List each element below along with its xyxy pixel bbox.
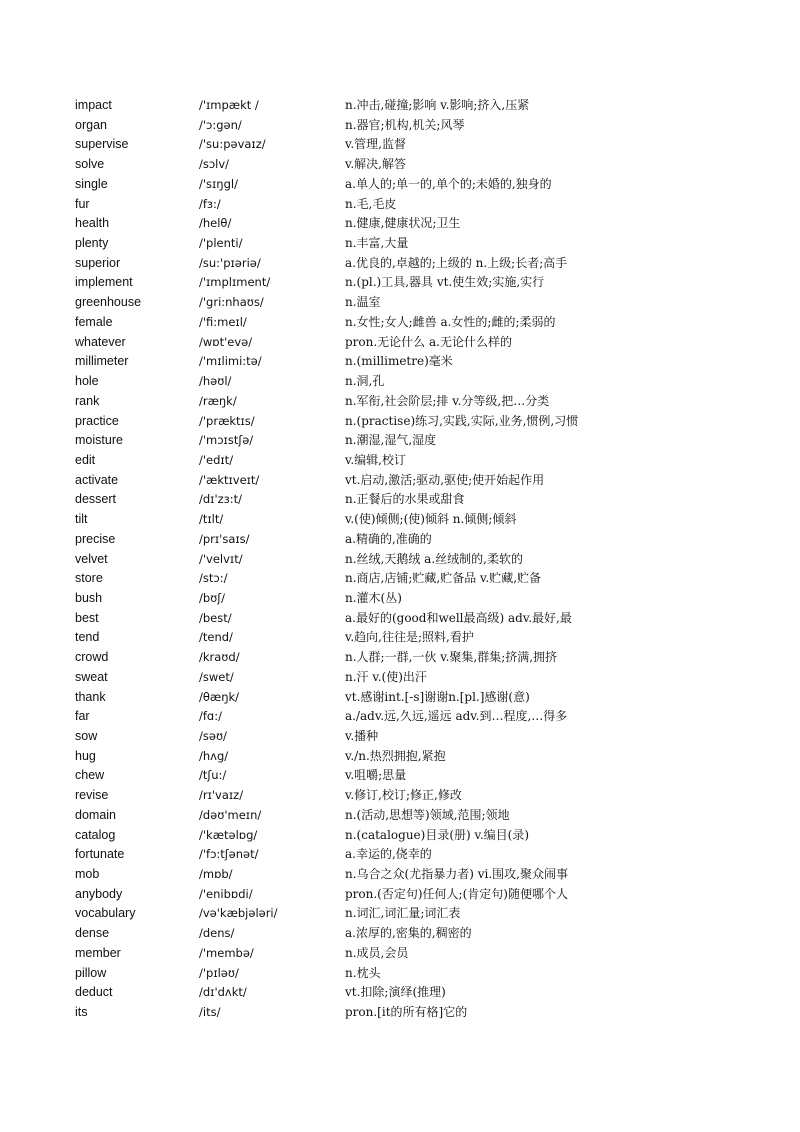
vocab-row [75,786,775,806]
vocab-definition: n.(catalogue)目录(册) v.编目(录) [345,827,530,842]
vocab-row [75,885,775,905]
vocab-row [75,135,775,155]
vocab-word: greenhouse [75,295,142,310]
vocab-phonetic: /'gri:nhaʊs/ [199,295,264,310]
vocab-definition: n.人群;一群,一伙 v.聚集,群集;挤满,拥挤 [345,650,558,665]
vocab-row [75,1003,775,1023]
vocab-row [75,845,775,865]
vocab-word: thank [75,689,106,704]
vocab-definition: n.正餐后的水果或甜食 [345,492,465,507]
vocab-word: chew [75,768,105,783]
vocab-word: moisture [75,433,123,448]
vocab-definition: v.编辑,校订 [345,452,406,467]
vocab-definition: a.优良的,卓越的;上级的 n.上级;长者;高手 [345,255,568,270]
vocab-definition: n.洞,孔 [345,374,385,389]
vocab-word: hole [75,374,99,389]
vocab-row [75,293,775,313]
vocab-phonetic: /θæŋk/ [199,689,240,704]
vocab-phonetic: /tɪlt/ [199,512,224,527]
vocab-phonetic: /helθ/ [199,216,232,231]
vocab-row [75,471,775,491]
vocab-definition: n.军衔,社会阶层;排 v.分等级,把…分类 [345,393,550,408]
vocab-phonetic: /'plenti/ [199,236,243,251]
vocab-phonetic: /dens/ [199,926,235,941]
vocab-row [75,550,775,570]
vocab-row [75,826,775,846]
vocab-definition: n.乌合之众(尤指暴力者) vi.围攻,聚众闹事 [345,867,568,882]
vocab-word: mob [75,867,100,882]
vocab-word: domain [75,807,116,822]
vocab-definition: pron.(否定句)任何人;(肯定句)随便哪个人 [345,886,568,901]
vocab-definition: v.咀嚼;思量 [345,768,407,783]
vocab-phonetic: /həʊl/ [199,374,232,389]
vocab-phonetic: /best/ [199,610,232,625]
vocab-word: best [75,610,99,625]
vocab-phonetic: /'mɪlimi:tə/ [199,354,262,369]
vocab-row [75,589,775,609]
vocab-definition: v.解决,解答 [345,157,406,172]
vocab-definition: n.女性;女人;雌兽 a.女性的;雌的;柔弱的 [345,314,556,329]
vocab-row [75,688,775,708]
vocab-row [75,569,775,589]
vocab-phonetic: /rɪ'vaɪz/ [199,788,244,803]
vocab-definition: n.丝绒,天鹅绒 a.丝绒制的,柔软的 [345,551,523,566]
vocab-definition: n.潮湿,湿气,湿度 [345,433,437,448]
vocab-row [75,175,775,195]
vocab-row [75,195,775,215]
vocab-phonetic: /tend/ [199,630,233,645]
vocab-phonetic: /bʊʃ/ [199,590,226,605]
vocab-word: impact [75,98,112,112]
vocab-word: bush [75,590,103,605]
vocab-word: velvet [75,551,108,566]
vocab-definition: a.幸运的,侥幸的 [345,847,432,862]
vocab-row [75,116,775,136]
vocab-row [75,944,775,964]
vocab-definition: n.(practise)练习,实践,实际,业务,惯例,习惯 [345,413,579,428]
vocab-word: tend [75,630,100,645]
vocab-word: implement [75,275,133,290]
vocab-definition: v.修订,校订;修正,修改 [345,788,462,803]
vocab-phonetic: /'æktɪveɪt/ [199,472,260,487]
vocab-definition: vt.感谢int.[-s]谢谢n.[pl.]感谢(意) [345,689,530,704]
vocab-definition: pron.无论什么 a.无论什么样的 [345,334,512,349]
vocab-definition: n.(活动,思想等)领域,范围;领地 [345,807,510,822]
vocab-row [75,924,775,944]
vocab-word: hug [75,748,96,763]
vocab-row [75,628,775,648]
vocab-word: anybody [75,886,123,901]
vocab-phonetic: /'kætəlɒg/ [199,827,258,842]
vocab-word: pillow [75,965,107,980]
vocab-row [75,155,775,175]
vocab-row [75,412,775,432]
vocab-word: precise [75,531,116,546]
vocab-row [75,983,775,1003]
vocab-definition: n.(pl.)工具,器具 vt.使生效;实施,实行 [345,275,545,290]
vocab-definition: v.(使)倾侧;(使)倾斜 n.倾侧;倾斜 [345,512,517,527]
vocab-word: whatever [75,334,126,349]
vocab-word: fur [75,196,90,211]
vocab-phonetic: /ræŋk/ [199,393,237,408]
vocab-row [75,609,775,629]
vocab-row [75,490,775,510]
vocab-phonetic: /wɒt'evə/ [199,334,253,349]
vocab-definition: n.(millimetre)毫米 [345,354,453,369]
vocab-definition: pron.[it的所有格]它的 [345,1005,468,1020]
vocab-phonetic: /'su:pəvaɪz/ [199,137,266,152]
vocab-phonetic: /'ɪmpækt / [199,98,259,112]
vocab-row [75,214,775,234]
vocab-definition: vt.扣除;演绎(推理) [345,985,446,1000]
vocab-row [75,234,775,254]
vocab-phonetic: /prɪ'saɪs/ [199,531,250,546]
vocab-definition: n.温室 [345,295,381,310]
vocab-phonetic: /'ɪmplɪment/ [199,275,271,290]
vocab-word: plenty [75,236,109,251]
vocab-definition: n.商店,店铺;贮藏,贮备品 v.贮藏,贮备 [345,571,542,586]
vocab-phonetic: /və'kæbjələri/ [199,906,278,921]
vocab-definition: n.毛,毛皮 [345,196,397,211]
vocab-word: single [75,176,108,191]
vocab-definition: a.精确的,准确的 [345,531,432,546]
vocab-phonetic: /səʊ/ [199,729,227,743]
vocab-phonetic: /its/ [199,1005,221,1020]
vocab-phonetic: /'mɔɪstʃə/ [199,433,254,448]
vocab-definition: n.枕头 [345,965,381,980]
vocab-phonetic: /'præktɪs/ [199,413,255,428]
vocab-word: dense [75,926,110,941]
vocab-row [75,254,775,274]
vocab-word: deduct [75,985,113,1000]
vocab-word: member [75,945,121,960]
vocab-phonetic: /mɒb/ [199,867,233,882]
vocab-definition: v.管理,监督 [345,137,406,152]
vocab-word: superior [75,255,121,270]
vocab-phonetic: /hʌg/ [199,748,229,763]
vocab-definition: n.词汇,词汇量;词汇表 [345,906,461,921]
vocab-row [75,510,775,530]
vocab-row [75,392,775,412]
vocab-phonetic: /'pɪləʊ/ [199,965,239,980]
vocab-word: crowd [75,650,109,665]
vocab-phonetic: /'sɪŋgl/ [199,176,238,191]
vocab-row [75,451,775,471]
vocab-definition: n.健康,健康状况;卫生 [345,216,461,231]
vocab-definition: n.冲击,碰撞;影响 v.影响;挤入,压紧 [345,98,530,112]
vocab-phonetic: /fɑ:/ [199,709,222,724]
vocab-row [75,273,775,293]
vocab-row [75,964,775,984]
vocab-definition: a.最好的(good和well最高级) adv.最好,最 [345,610,572,625]
vocab-row [75,352,775,372]
vocab-phonetic: /tʃu:/ [199,768,227,783]
vocab-definition: n.汗 v.(使)出汗 [345,669,427,684]
vocab-definition: v.播种 [345,729,379,743]
vocab-word: solve [75,157,105,172]
vocab-definition: a.浓厚的,密集的,稠密的 [345,926,472,941]
vocab-row [75,333,775,353]
vocab-word: its [75,1005,88,1020]
vocab-definition: n.器官;机构,机关;风琴 [345,117,465,132]
vocab-phonetic: /fɜ:/ [199,196,221,211]
vocab-phonetic: /'edɪt/ [199,452,234,467]
vocab-phonetic: /'enibɒdi/ [199,886,253,901]
vocab-word: practice [75,413,119,428]
vocab-word: fortunate [75,847,125,862]
vocab-word: vocabulary [75,906,136,921]
vocab-word: sweat [75,669,108,684]
vocab-phonetic: /'fɔ:tʃənət/ [199,847,259,862]
vocab-phonetic: /'membə/ [199,945,254,960]
vocab-definition: n.灌木(丛) [345,590,402,605]
vocab-row [75,707,775,727]
vocab-row [75,806,775,826]
vocab-definition: v.趋向,往往是;照料,看护 [345,630,474,645]
vocab-definition: vt.启动,激活;驱动,驱使;使开始起作用 [345,472,545,487]
vocab-phonetic: /swet/ [199,669,234,684]
vocab-word: health [75,216,110,231]
vocab-phonetic: /dɪ'dʌkt/ [199,985,247,1000]
vocab-word: activate [75,472,119,487]
vocab-phonetic: /'ɔ:gən/ [199,117,242,132]
vocab-phonetic: /stɔ:/ [199,571,228,586]
vocab-word: organ [75,117,107,132]
vocab-row [75,431,775,451]
vocab-row [75,766,775,786]
vocab-word: store [75,571,103,586]
vocab-row [75,904,775,924]
vocab-word: female [75,314,113,329]
vocab-phonetic: /dɪ'zɜ:t/ [199,492,243,507]
vocab-row [75,668,775,688]
vocab-phonetic: /su:'pɪəriə/ [199,255,261,270]
vocab-row [75,372,775,392]
vocab-word: sow [75,729,98,743]
vocab-row [75,727,775,747]
vocab-definition: v./n.热烈拥抱,紧抱 [345,748,446,763]
vocab-phonetic: /kraʊd/ [199,650,240,665]
vocabulary-list [75,96,775,1023]
vocab-row [75,747,775,767]
vocab-word: far [75,709,90,724]
vocab-row [75,530,775,550]
vocab-row [75,96,775,116]
vocab-phonetic: /sɔlv/ [199,157,230,172]
vocab-definition: n.成员,会员 [345,945,409,960]
vocab-phonetic: /dəʊ'meɪn/ [199,807,262,822]
vocab-phonetic: /'fi:meɪl/ [199,314,247,329]
vocab-word: dessert [75,492,116,507]
vocab-definition: a.单人的;单一的,单个的;未婚的,独身的 [345,176,552,191]
vocab-word: supervise [75,137,129,152]
vocab-row [75,865,775,885]
vocab-definition: n.丰富,大量 [345,236,409,251]
vocab-word: millimeter [75,354,129,369]
vocab-word: rank [75,393,100,408]
vocab-word: catalog [75,827,116,842]
vocab-word: revise [75,788,109,803]
vocab-definition: a./adv.远,久远,遥远 adv.到…程度,…得多 [345,709,568,724]
vocab-phonetic: /'velvɪt/ [199,551,243,566]
vocab-row [75,313,775,333]
vocab-row [75,648,775,668]
vocab-word: tilt [75,512,88,527]
vocab-word: edit [75,452,96,467]
